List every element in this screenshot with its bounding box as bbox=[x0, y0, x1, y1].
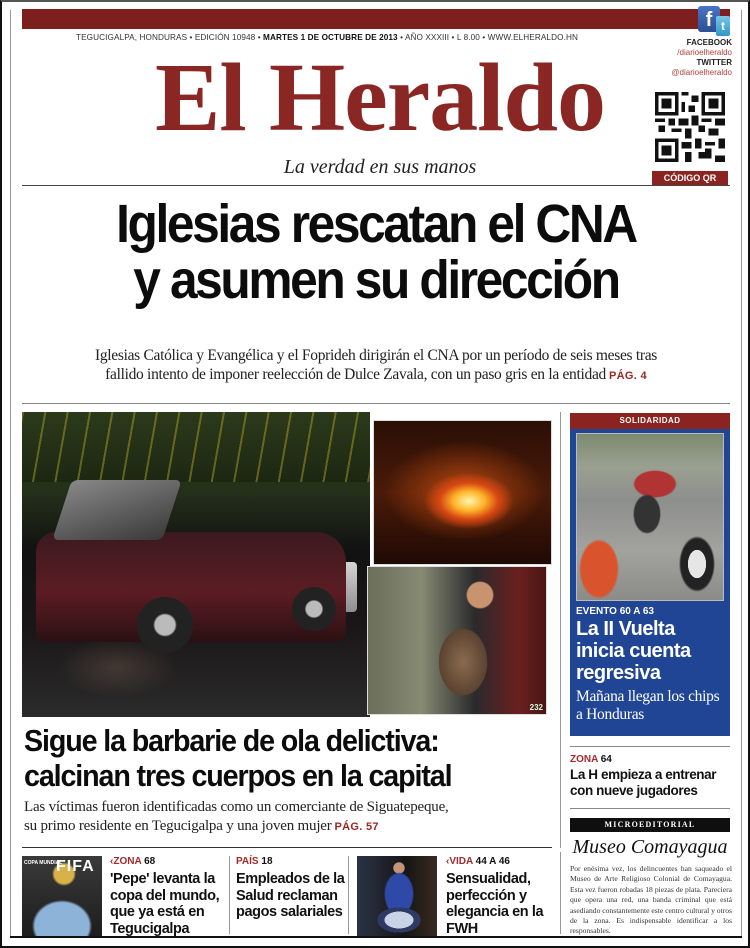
chevron-left-icon: ‹ bbox=[446, 856, 450, 867]
zona-section: ZONA bbox=[570, 754, 598, 765]
teaser-section: PAÍS bbox=[236, 856, 259, 867]
dateline-date: MARTES 1 DE OCTUBRE DE 2013 bbox=[263, 33, 398, 42]
twitter-label: TWITTER bbox=[696, 58, 732, 67]
column-divider bbox=[560, 412, 561, 848]
copa-mundial-text: COPA MUNDIAL bbox=[24, 860, 63, 866]
teaser-kicker bbox=[446, 856, 556, 868]
zona-pages: 64 bbox=[600, 754, 612, 765]
dateline-year-price-url: • AÑO XXXIII • L 8.00 • WWW.ELHERALDO.HN bbox=[400, 33, 578, 42]
lead-deck-line-2 bbox=[22, 365, 730, 386]
chevron-left-icon: ‹ bbox=[110, 856, 114, 867]
teaser-pages: 68 bbox=[144, 856, 156, 867]
tree-foliage bbox=[22, 412, 370, 482]
qr-code-label: CÓDIGO QR bbox=[652, 171, 728, 185]
page-bottom-rule bbox=[10, 936, 742, 938]
zona-headline[interactable]: La H empieza a entrenar con nueve jugadores bbox=[570, 767, 717, 798]
vuelta-promo-box[interactable] bbox=[570, 413, 730, 736]
qr-code-icon[interactable] bbox=[655, 92, 725, 162]
teaser-pages: 18 bbox=[261, 856, 273, 867]
promo-subtitle: Mañana llegan los chips a Honduras bbox=[576, 688, 720, 723]
lead-page-ref[interactable]: PÁG. 4 bbox=[609, 370, 647, 382]
microeditorial-label: MICROEDITORIAL bbox=[570, 818, 730, 832]
world-cup-trophy-photo[interactable] bbox=[22, 856, 102, 936]
sidebar-divider bbox=[570, 746, 730, 747]
facebook-icon[interactable]: f bbox=[698, 6, 720, 32]
lead-headline-line-1: Iglesias rescatan el CNA bbox=[116, 194, 636, 254]
teaser-divider bbox=[229, 856, 230, 934]
secondary-deck-line-1: Las víctimas fueron identificadas como un comerciante de Siguatepeque, bbox=[24, 799, 449, 815]
masthead-divider bbox=[22, 185, 730, 186]
teaser-kicker bbox=[236, 856, 348, 868]
twitter-icon[interactable]: t bbox=[716, 16, 730, 36]
tagline: La verdad en sus manos bbox=[283, 156, 477, 178]
twitter-handle[interactable]: @diarioelheraldo bbox=[671, 68, 732, 77]
masthead-color-bar bbox=[22, 9, 730, 29]
teaser-vida[interactable] bbox=[446, 856, 556, 937]
lead-headline-line-2: y asumen su dirección bbox=[133, 250, 619, 310]
photo-number-plate: 232 bbox=[529, 703, 543, 712]
microeditorial-body: Por enésima vez, los delincuentes han saqueado el Museo de Arte Religioso Colonial de Comayagua. Esta vez fueron robadas 18 piezas de plata. Pareciera que opera una red, una banda criminal que está asediando constantemente este centro cultural y otros de la zona. Es indispensable identificar a los responsables. bbox=[570, 864, 732, 936]
promo-section-label: SOLIDARIDAD bbox=[570, 413, 730, 429]
zona-kicker bbox=[570, 754, 612, 765]
column-divider bbox=[560, 852, 561, 934]
cyclists-photo bbox=[576, 433, 724, 601]
social-icons bbox=[648, 6, 732, 38]
teaser-kicker bbox=[110, 856, 225, 868]
sidebar-divider bbox=[570, 808, 730, 809]
lead-deck-text: fallido intento de imponer reelección de Dulce Zavala, con un paso gris en la entidad bbox=[105, 366, 606, 383]
secondary-page-ref[interactable]: PÁG. 57 bbox=[334, 821, 379, 833]
teaser-pages: 44 A 46 bbox=[475, 856, 510, 867]
teaser-section: ZONA bbox=[113, 856, 142, 867]
lead-headline[interactable] bbox=[50, 196, 701, 308]
teaser-title: Sensualidad, perfección y elegancia en la FWH bbox=[446, 871, 544, 937]
dateline bbox=[22, 33, 632, 42]
grieving-relatives-photo[interactable] bbox=[367, 566, 547, 715]
teaser-section: VIDA bbox=[449, 856, 473, 867]
secondary-divider bbox=[22, 847, 552, 848]
teaser-zona[interactable] bbox=[110, 856, 225, 937]
dateline-location-edition: TEGUCIGALPA, HONDURAS • EDICIÓN 10948 • bbox=[76, 33, 261, 42]
lead-deck-line-1: Iglesias Católica y Evangélica y el Foprideh dirigirán el CNA por un período de seis meses tras bbox=[94, 347, 658, 364]
secondary-deck bbox=[24, 798, 560, 837]
secondary-headline-line-1: Sigue la barbarie de ola delictiva: bbox=[24, 724, 439, 758]
secondary-deck-text: su primo residente en Tegucigalpa y una joven mujer bbox=[24, 818, 332, 834]
teaser-divider bbox=[348, 856, 349, 934]
vehicle-fire-photo[interactable] bbox=[373, 420, 552, 565]
fashion-runway-photo[interactable] bbox=[357, 856, 437, 936]
fifa-text: FIFA bbox=[56, 858, 95, 875]
truck-front-wheel bbox=[137, 597, 193, 653]
truck-rear-wheel bbox=[292, 587, 336, 631]
lead-divider bbox=[22, 403, 730, 404]
right-margin-rule bbox=[741, 10, 742, 936]
facebook-label: FACEBOOK bbox=[686, 38, 732, 47]
burned-truck-photo[interactable] bbox=[22, 412, 370, 717]
secondary-headline[interactable] bbox=[24, 724, 532, 794]
newspaper-logo[interactable]: El Heraldo bbox=[154, 44, 606, 152]
microeditorial-title[interactable]: Museo Comayagua bbox=[572, 836, 728, 858]
promo-kicker: EVENTO 60 A 63 bbox=[576, 606, 654, 617]
truck-open-hood bbox=[52, 480, 181, 540]
teaser-title: 'Pepe' levanta la copa del mundo, que ya está en Tegucigalpa bbox=[110, 871, 220, 937]
social-links bbox=[648, 6, 732, 78]
teaser-title: Empleados de la Salud reclaman pagos salariales bbox=[236, 871, 345, 920]
left-margin-rule bbox=[10, 10, 11, 936]
lead-deck bbox=[22, 346, 730, 386]
secondary-headline-line-2: calcinan tres cuerpos en la capital bbox=[24, 759, 452, 793]
facebook-handle[interactable]: /diarioelheraldo bbox=[677, 48, 732, 57]
secondary-deck-line-2 bbox=[24, 817, 560, 837]
teaser-pais[interactable] bbox=[236, 856, 348, 921]
promo-title: La II Vuelta inicia cuenta regresiva bbox=[576, 618, 691, 684]
